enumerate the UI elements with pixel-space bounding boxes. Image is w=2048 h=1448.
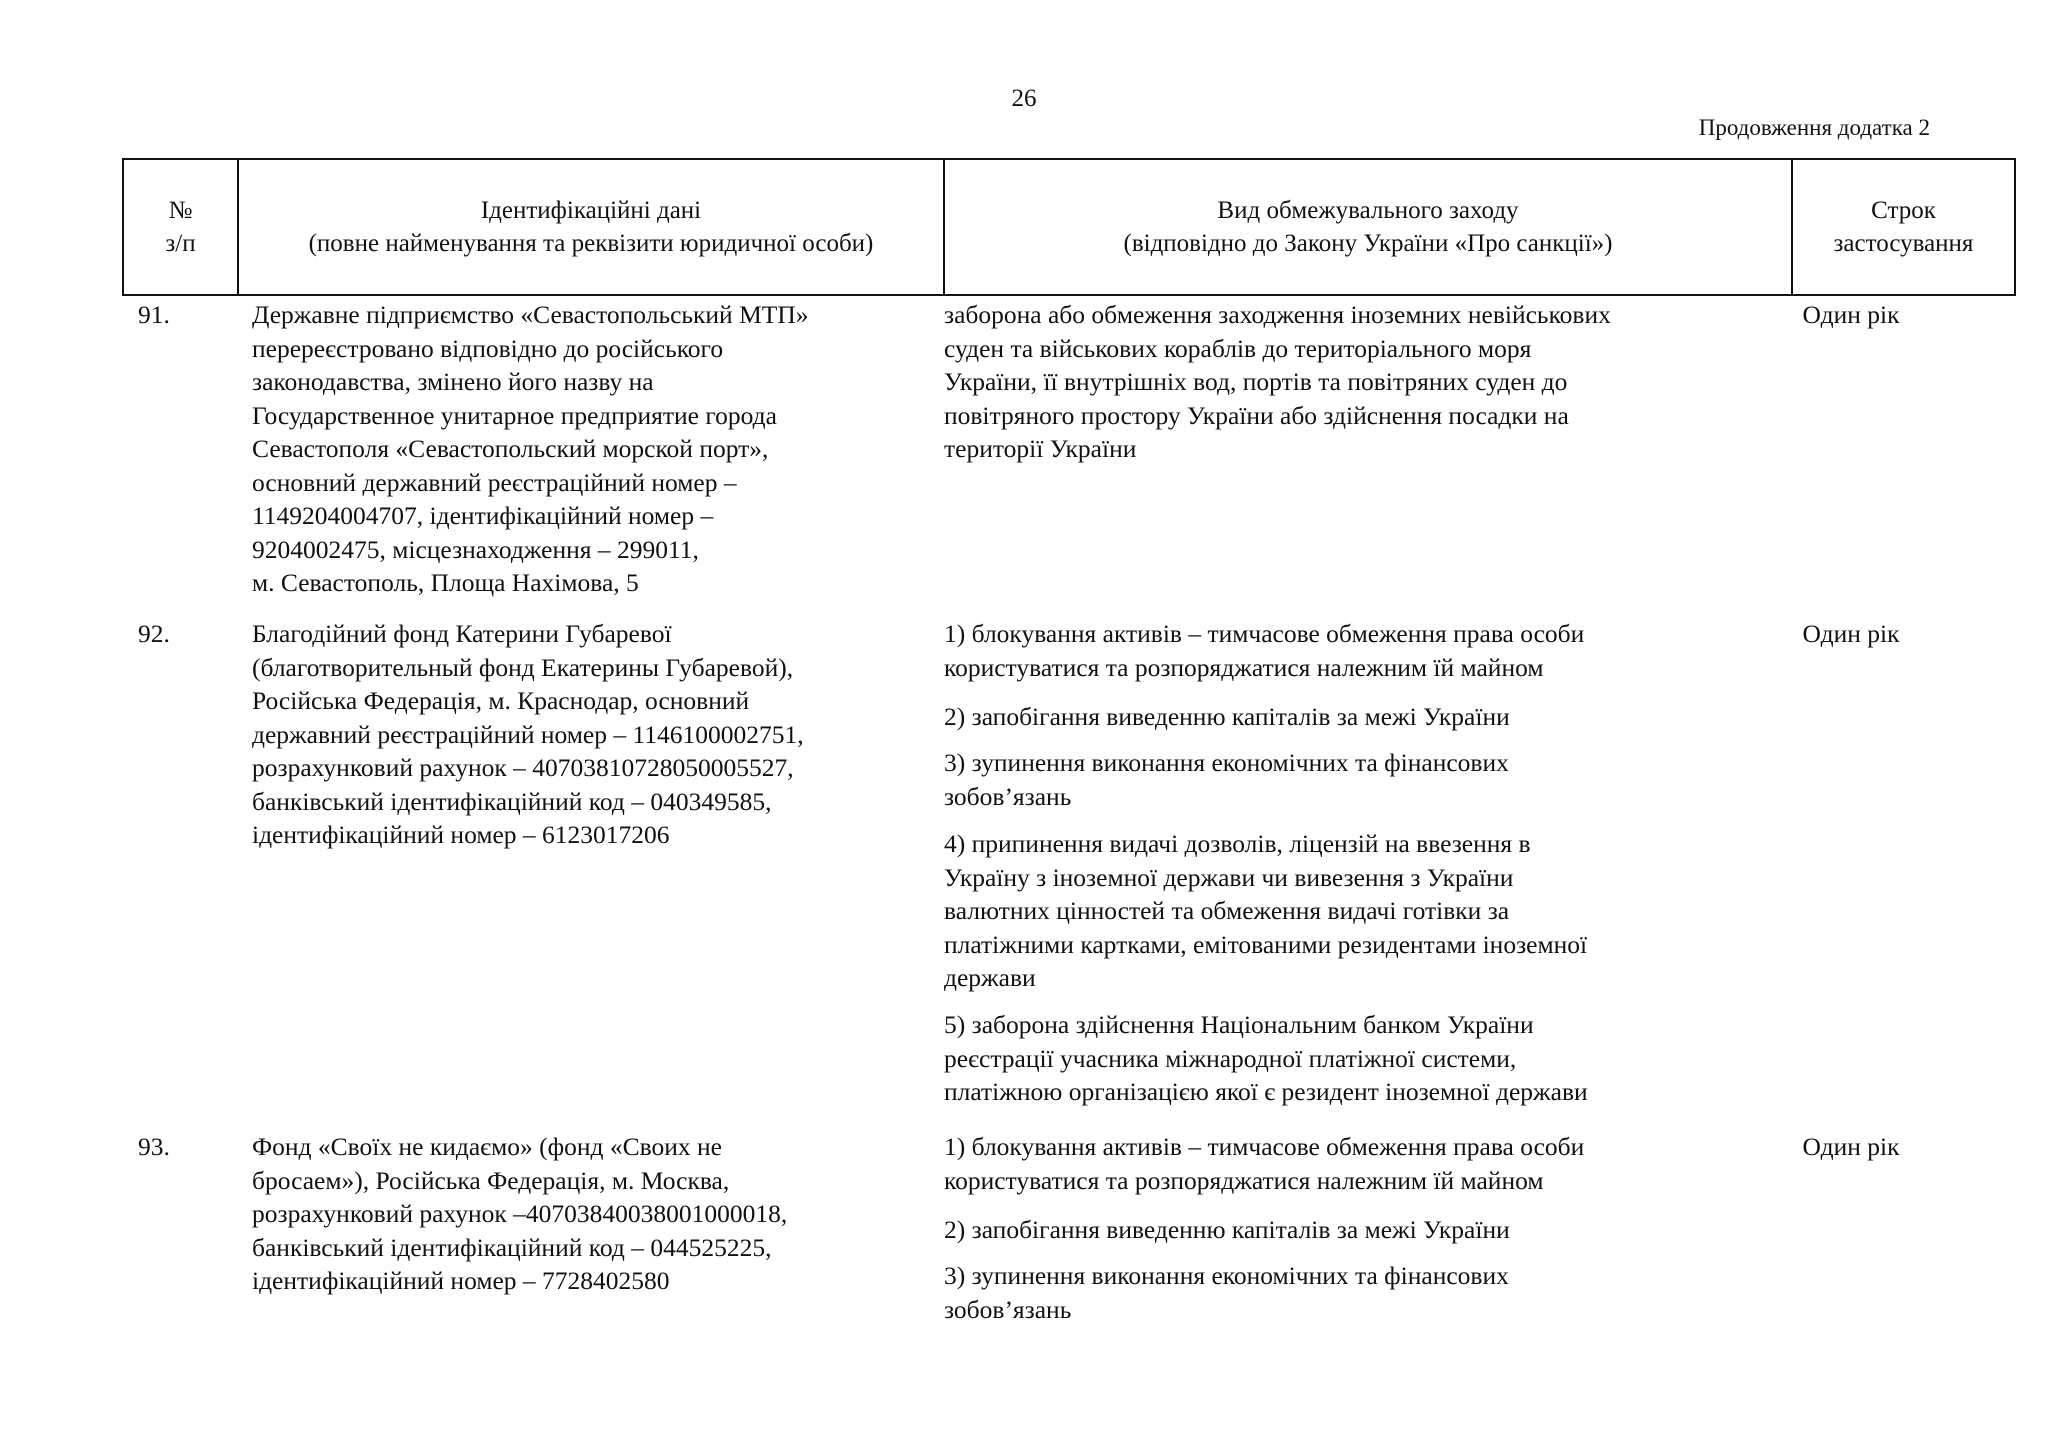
identification-line: бросаем»), Російська Федерація, м. Москва, [252,1165,730,1195]
identification-line: ідентифікаційний номер – 7728402580 [252,1266,670,1295]
header-term-line: Строк [1871,197,1936,224]
identification-line: Державне підприємство «Севастопольський МТП» [252,300,809,329]
restrictive-measure [944,1213,1744,1247]
measure-line: території України [944,434,1137,463]
measure-line: 5) заборона здійснення Національним банком України [944,1010,1534,1039]
header-identification-line: (повне найменування та реквізити юридичної особи) [308,230,874,257]
page-number: 26 [1011,85,1037,112]
restrictive-measure [944,700,1744,734]
row-term: Один рік [1802,619,1900,648]
restrictive-measure [944,617,1744,684]
identification-line: м. Севастополь, Площа Нахімова, 5 [252,568,639,597]
header-term [1792,159,2015,295]
identification-line: 9204002475, місцезнаходження – 299011, [252,534,699,564]
restrictive-measure [944,746,1744,813]
identification-line: 1149204004707, ідентифікаційний номер – [252,501,714,530]
identification-line: Благодійний фонд Катерини Губаревої [252,619,672,648]
row-identification [252,617,927,852]
measure-line: 1) блокування активів – тимчасове обмеження права особи [944,619,1585,648]
measure-line: валютних цінностей та обмеження видачі готівки за [944,896,1510,925]
row-term: Один рік [1802,300,1900,329]
measure-line: 3) зупинення виконання економічних та фінансових [944,748,1509,777]
identification-line: (благотворительный фонд Екатерины Губаревой), [252,652,794,682]
measure-line: зобов’язань [944,1294,1072,1324]
measure-line: платіжними картками, емітованими резидентами іноземної [944,929,1588,959]
row-term: Один рік [1802,1132,1900,1161]
measure-line: зобов’язань [944,781,1072,811]
header-measure-line: Вид обмежувального заходу [1217,197,1519,224]
header-identification-line: Ідентифікаційні дані [480,197,702,224]
identification-line: Російська Федерація, м. Краснодар, основний [252,686,750,715]
measure-line: суден та військових кораблів до територіального моря [944,333,1532,363]
measure-line: платіжною організацією якої є резидент іноземної держави [944,1077,1588,1106]
measure-line: заборона або обмеження заходження іноземних невійськових [944,300,1611,329]
identification-line: Фонд «Своїх не кидаємо» (фонд «Своих не [252,1132,722,1161]
measure-line: Україну з іноземної держави чи вивезення з України [944,862,1514,892]
measure-line: 3) зупинення виконання економічних та фінансових [944,1261,1509,1290]
identification-line: основний державний реєстраційний номер – [252,467,737,497]
restrictive-measure [944,1259,1744,1326]
restrictive-measure [944,1130,1744,1197]
header-measure-line: (відповідно до Закону України «Про санкції») [1123,230,1613,257]
measure-line: повітряного простору України або здійснення посадки на [944,400,1569,430]
measure-line: реєстрації учасника міжнародної платіжної системи, [944,1043,1517,1073]
row-identification [252,1130,927,1298]
restrictive-measure [944,298,1744,466]
measure-line: України, її внутрішніх вод, портів та повітряних суден до [944,367,1568,396]
header-number-line: № [168,197,193,224]
identification-line: банківський ідентифікаційний код – 044525225, [252,1232,772,1262]
header-number-line: з/п [165,230,196,257]
identification-line: банківський ідентифікаційний код – 040349585, [252,786,772,816]
measure-line: 2) запобігання виведенню капіталів за межі України [944,1215,1510,1244]
identification-line: державний реєстраційний номер – 1146100002751, [252,719,804,749]
identification-line: розрахунковий рахунок – 40703810728050005527, [252,753,794,782]
identification-line: законодавства, змінено його назву на [252,367,654,396]
measure-line: користуватися та розпоряджатися належним їй майном [944,652,1544,682]
header-identification [238,159,944,295]
identification-line: Государственное унитарное предприятие города [252,400,777,430]
row-identification [252,298,927,600]
header-term-line: застосування [1833,230,1974,257]
table-header [122,158,2016,296]
header-measure [944,159,1792,295]
identification-line: перереєстровано відповідно до російського [252,333,724,363]
header-number [123,159,238,295]
restrictive-measure [944,827,1744,995]
identification-line: Севастополя «Севастопольский морской порт», [252,434,769,463]
measure-line: 2) запобігання виведенню капіталів за межі України [944,702,1510,731]
measure-line: 4) припинення видачі дозволів, ліцензій на ввезення в [944,829,1531,858]
row-number: 92. [138,619,170,648]
restrictive-measure [944,1008,1744,1109]
measure-line: 1) блокування активів – тимчасове обмеження права особи [944,1132,1585,1161]
measure-line: держави [944,963,1036,992]
identification-line: розрахунковий рахунок –40703840038001000018, [252,1199,788,1228]
measure-line: користуватися та розпоряджатися належним їй майном [944,1165,1544,1195]
row-number: 91. [138,300,170,329]
continuation-label: Продовження додатка 2 [1698,115,1930,140]
identification-line: ідентифікаційний номер – 6123017206 [252,820,670,849]
row-number: 93. [138,1132,170,1161]
